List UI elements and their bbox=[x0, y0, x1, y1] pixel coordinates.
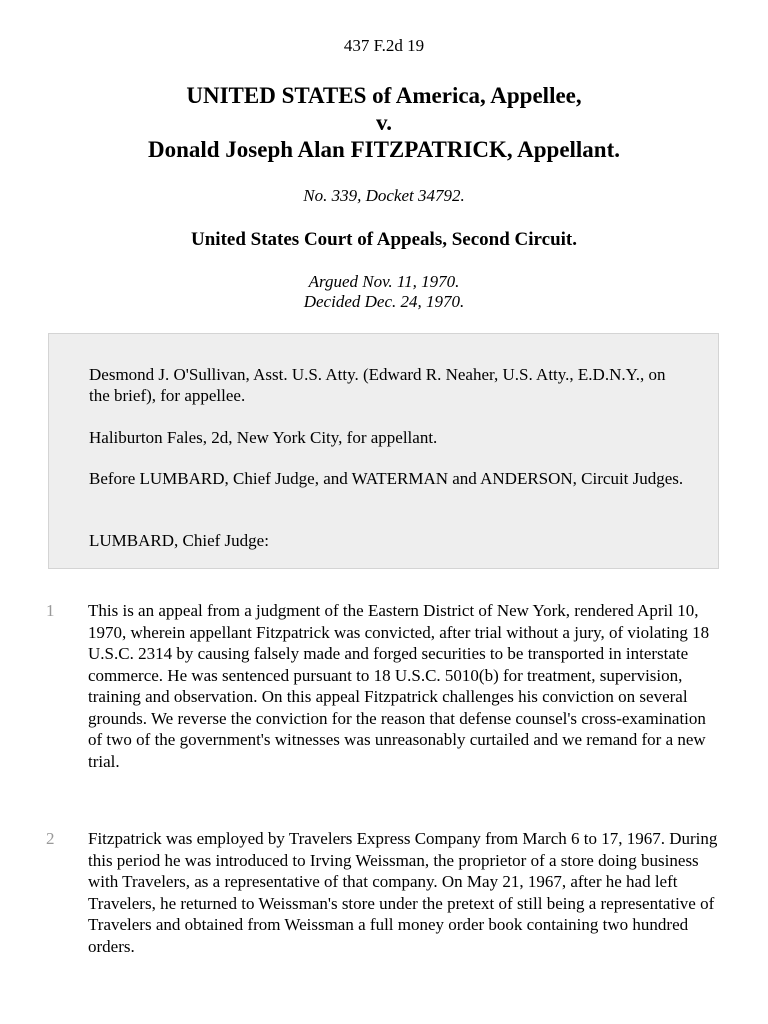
case-citation: 437 F.2d 19 bbox=[343, 36, 425, 55]
docket-number: No. 339, Docket 34792. bbox=[303, 186, 465, 205]
opinion-author: LUMBARD, Chief Judge: bbox=[89, 531, 269, 550]
case-caption bbox=[0, 82, 768, 163]
case-dates bbox=[0, 272, 768, 312]
court-name: United States Court of Appeals, Second Circuit. bbox=[191, 229, 577, 250]
appellee-counsel: Desmond J. O'Sullivan, Asst. U.S. Atty. (Edward R. Neaher, U.S. Atty., E.D.N.Y., on the brief), for appellee. bbox=[89, 365, 666, 405]
paragraph-number: 1 bbox=[46, 601, 55, 620]
paragraph-number: 2 bbox=[46, 829, 55, 848]
argued-date: Argued Nov. 11, 1970. bbox=[308, 272, 460, 291]
paragraph-text: Fitzpatrick was employed by Travelers Express Company from March 6 to 17, 1967. During this period he was introduced to Irving Weissman, the proprietor of a store doing business with Travelers, as a representative of that company. On May 21, 1967, after he had left Travelers, he returned to Weissman's store under the pretext of still being a representative of Travelers and obtained from Weissman a full money order book containing two hundred orders. bbox=[88, 829, 718, 956]
counsel-panel bbox=[48, 333, 719, 569]
versus: v. bbox=[376, 110, 392, 135]
panel-judges: Before LUMBARD, Chief Judge, and WATERMAN and ANDERSON, Circuit Judges. bbox=[89, 469, 684, 488]
decided-date: Decided Dec. 24, 1970. bbox=[303, 292, 465, 311]
appellee-party: UNITED STATES of America, Appellee, bbox=[186, 83, 582, 108]
paragraph-text: This is an appeal from a judgment of the Eastern District of New York, rendered April 10, 1970, wherein appellant Fitzpatrick was convicted, after trial without a jury, of violating 18 U.S.C. 2314 by causing falsely made and forged securities to be transported in interstate commerce. He was sentenced pursuant to 18 U.S.C. 5010(b) for treatment, supervision, training and observation. On this appeal Fitzpatrick challenges his conviction on several grounds. We reverse the conviction for the reason that defense counsel's cross-examination of two of the government's witnesses was unreasonably curtailed and we remand for a new trial. bbox=[88, 601, 710, 771]
appellant-counsel: Haliburton Fales, 2d, New York City, for appellant. bbox=[89, 428, 438, 447]
appellant-party: Donald Joseph Alan FITZPATRICK, Appellant. bbox=[147, 137, 621, 162]
